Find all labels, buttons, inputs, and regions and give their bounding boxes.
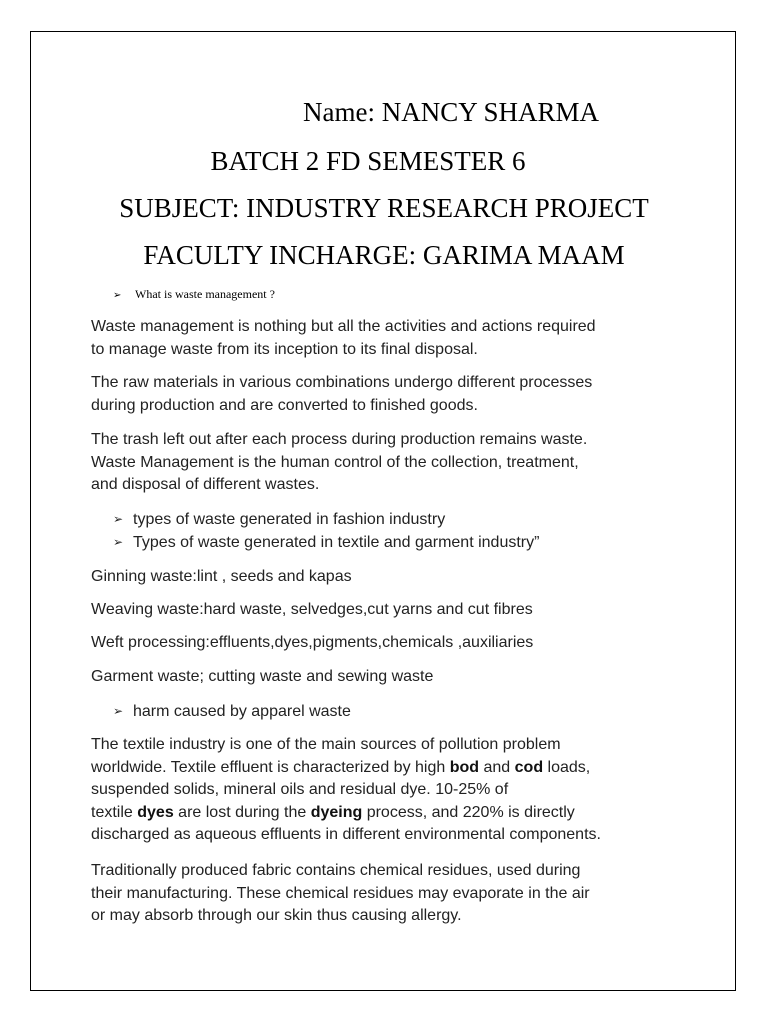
text-run: are lost during the bbox=[173, 803, 311, 821]
bullet-arrow-icon: ➢ bbox=[113, 512, 124, 526]
ginning-waste-line: Ginning waste:lint , seeds and kapas bbox=[91, 568, 352, 585]
paragraph-line: The raw materials in various combinations undergo different processes bbox=[91, 374, 593, 391]
text-run: worldwide. Textile effluent is characterized by high bbox=[91, 758, 450, 776]
weaving-waste-line: Weaving waste:hard waste, selvedges,cut yarns and cut fibres bbox=[91, 601, 533, 618]
paragraph-line: to manage waste from its inception to its final disposal. bbox=[91, 340, 478, 358]
text-run: and bbox=[479, 758, 515, 776]
bold-term-dyeing: dyeing bbox=[310, 803, 363, 821]
paragraph-line: or may absorb through our skin thus causing allergy. bbox=[91, 907, 462, 924]
bullet-arrow-icon: ➢ bbox=[113, 535, 124, 549]
document-page bbox=[30, 31, 736, 991]
paragraph-line: and disposal of different wastes. bbox=[91, 476, 320, 493]
weft-processing-line: Weft processing:effluents,dyes,pigments,chemicals ,auxiliaries bbox=[91, 634, 534, 651]
paragraph-line: Waste management is nothing but all the activities and actions required bbox=[91, 318, 596, 335]
bullet-text: Types of waste generated in textile and garment industry” bbox=[133, 534, 540, 551]
bullet-types-textile bbox=[113, 531, 539, 554]
paragraph-line bbox=[91, 757, 601, 780]
paragraph-trash bbox=[91, 429, 587, 497]
question-heading bbox=[113, 286, 275, 304]
paragraph-line: during production and are converted to finished goods. bbox=[91, 396, 478, 414]
faculty-line: FACULTY INCHARGE: GARIMA MAAM bbox=[143, 240, 625, 270]
bullet-text: types of waste generated in fashion industry bbox=[133, 511, 446, 528]
paragraph-chemical-residues bbox=[91, 860, 590, 928]
paragraph-line: suspended solids, mineral oils and residual dye. 10-25% of bbox=[91, 781, 509, 798]
text-run: loads, bbox=[543, 758, 591, 776]
bullet-arrow-icon: ➢ bbox=[113, 704, 124, 718]
paragraph-line: their manufacturing. These chemical residues may evaporate in the air bbox=[91, 884, 590, 902]
paragraph-line bbox=[91, 802, 601, 825]
paragraph-line: The textile industry is one of the main sources of pollution problem bbox=[91, 736, 561, 753]
bullet-harm bbox=[113, 700, 351, 723]
paragraph-waste-definition bbox=[91, 316, 596, 361]
paragraph-line: Traditionally produced fabric contains chemical residues, used during bbox=[91, 862, 581, 879]
bold-term-dyes: dyes bbox=[137, 803, 174, 821]
name-line: Name: NANCY SHARMA bbox=[303, 97, 599, 127]
paragraph-line: Waste Management is the human control of the collection, treatment, bbox=[91, 453, 579, 471]
bullet-arrow-icon: ➢ bbox=[113, 290, 122, 301]
paragraph-line: discharged as aqueous effluents in different environmental components. bbox=[91, 826, 601, 843]
bold-term-bod: bod bbox=[449, 758, 480, 776]
bullet-types-fashion bbox=[113, 508, 445, 531]
paragraph-pollution bbox=[91, 734, 601, 847]
bullet-text: harm caused by apparel waste bbox=[133, 703, 351, 720]
paragraph-line: The trash left out after each process during production remains waste. bbox=[91, 431, 588, 448]
bold-term-cod: cod bbox=[514, 758, 544, 776]
batch-line: BATCH 2 FD SEMESTER 6 bbox=[210, 146, 526, 176]
subject-line: SUBJECT: INDUSTRY RESEARCH PROJECT bbox=[119, 193, 649, 223]
question-heading-text: What is waste management ? bbox=[135, 287, 275, 301]
garment-waste-line: Garment waste; cutting waste and sewing waste bbox=[91, 668, 434, 685]
text-run: textile bbox=[91, 803, 138, 821]
text-run: process, and 220% is directly bbox=[362, 803, 575, 821]
paragraph-raw-materials bbox=[91, 372, 592, 417]
